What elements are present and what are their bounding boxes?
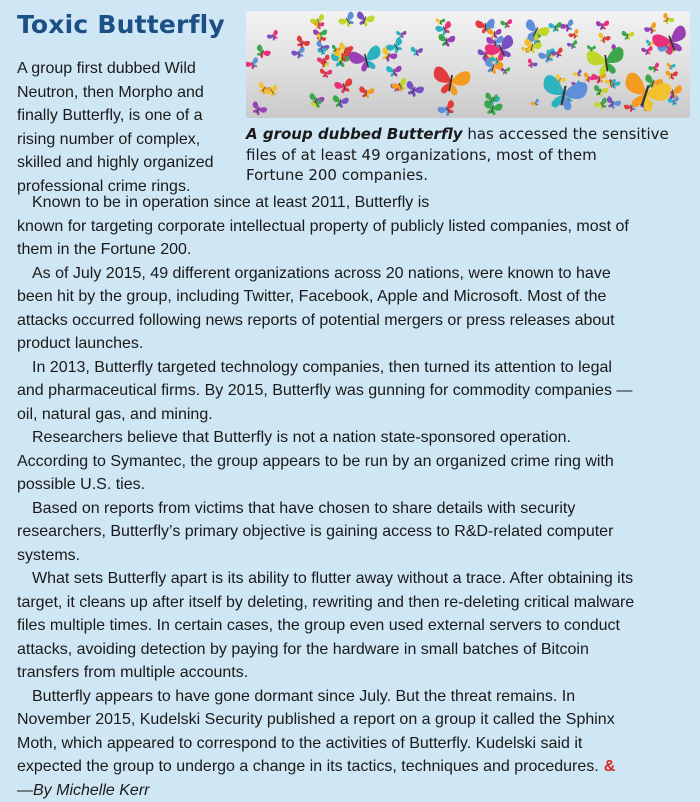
article-title: Toxic Butterfly — [17, 10, 225, 39]
body-line: them in the Fortune 200. — [17, 238, 689, 262]
body-line: expected the group to undergo a change in its tactics, techniques and procedures. & — [17, 755, 689, 779]
caption-line — [246, 124, 690, 145]
butterfly-icon — [592, 85, 608, 98]
butterfly-icon — [430, 66, 471, 98]
intro-line: finally Butterfly, is one of a — [17, 104, 247, 128]
body-line: attacks, avoiding detection by paying for the hardware in small batches of Bitcoin — [17, 638, 689, 662]
body-line: Butterfly appears to have gone dormant since July. But the threat remains. In — [17, 685, 689, 709]
butterfly-icon — [665, 70, 678, 80]
body-line: systems. — [17, 544, 689, 568]
butterfly-icon — [643, 21, 659, 36]
body-line: As of July 2015, 49 different organizations across 20 nations, were known to have — [17, 262, 689, 286]
intro-line: professional crime rings. — [17, 175, 247, 199]
butterfly-icon — [264, 84, 280, 99]
butterfly-icon — [648, 62, 662, 74]
butterfly-icon — [568, 29, 581, 41]
butterfly-icon — [435, 18, 445, 25]
body-line: November 2015, Kudelski Security published a report on a group it called the Sphinx — [17, 708, 689, 732]
butterfly-icon — [660, 12, 675, 26]
figure-caption — [246, 124, 690, 186]
butterfly-icon — [348, 45, 385, 75]
butterfly-icon — [596, 20, 610, 30]
body-paragraph — [17, 567, 689, 685]
body-line: files multiple times. In certain cases, the group even used external servers to conduct — [17, 614, 689, 638]
butterfly-icon — [548, 22, 562, 32]
body-line: product launches. — [17, 332, 689, 356]
intro-text — [17, 57, 247, 198]
byline: —By Michelle Kerr — [17, 779, 689, 802]
body-line: transfers from multiple accounts. — [17, 661, 689, 685]
butterfly-icon — [666, 63, 676, 71]
butterfly-icon — [358, 86, 374, 99]
body-paragraph — [17, 356, 689, 427]
caption-text: has accessed the sensitive — [463, 125, 669, 143]
butterfly-icon — [559, 19, 576, 34]
butterfly-icon — [641, 46, 654, 56]
butterfly-icon — [572, 69, 583, 79]
body-line: been hit by the group, including Twitter, Facebook, Apple and Microsoft. Most of the — [17, 285, 689, 309]
body-paragraph — [17, 191, 689, 262]
butterfly-icon — [596, 32, 611, 45]
butterfly-icon — [437, 99, 458, 118]
caption-line: files of at least 49 organizations, most of them — [246, 145, 690, 166]
butterfly-icon — [586, 46, 626, 77]
butterfly-icon — [410, 47, 423, 57]
intro-line: A group first dubbed Wild — [17, 57, 247, 81]
body-line: target, it cleans up after itself by deleting, rewriting and then re-deleting critical malware — [17, 591, 689, 615]
butterfly-icon — [256, 81, 273, 96]
butterfly-icon — [621, 31, 634, 41]
body-line: What sets Butterfly apart is its ability to flutter away without a trace. After obtaining its — [17, 567, 689, 591]
butterfly-icon — [651, 24, 690, 58]
butterfly-icon — [530, 98, 541, 108]
body-line: In 2013, Butterfly targeted technology companies, then turned its attention to legal — [17, 356, 689, 380]
intro-line: rising number of complex, — [17, 128, 247, 152]
body-line: and pharmaceutical firms. By 2015, Butterfly was gunning for commodity companies — — [17, 379, 689, 403]
butterfly-icon — [291, 46, 308, 60]
body-line: researchers, Butterfly’s primary objective is gaining access to R&D-related computer — [17, 520, 689, 544]
butterfly-icon — [525, 58, 538, 70]
butterfly-icon — [354, 11, 375, 28]
body-line: Based on reports from victims that have chosen to share details with security — [17, 497, 689, 521]
butterfly-icon — [396, 31, 406, 38]
butterfly-icon — [249, 101, 268, 118]
body-paragraph — [17, 685, 689, 779]
article-body — [17, 191, 689, 802]
caption-line: Fortune 200 companies. — [246, 165, 690, 186]
body-paragraph — [17, 262, 689, 356]
butterflies-svg — [246, 11, 690, 118]
butterfly-icon — [386, 66, 402, 77]
butterfly-icon — [307, 93, 325, 108]
body-line: oil, natural gas, and mining. — [17, 403, 689, 427]
butterfly-icon — [566, 40, 578, 50]
body-paragraph — [17, 426, 689, 497]
butterfly-icon — [246, 57, 261, 72]
body-line: Researchers believe that Butterfly is not a nation state-sponsored operation. — [17, 426, 689, 450]
body-line: Moth, which appeared to correspond to the activities of Butterfly. Kudelski said it — [17, 732, 689, 756]
body-line: According to Symantec, the group appears to be run by an organized crime ring with — [17, 450, 689, 474]
caption-bold: A group dubbed Butterfly — [246, 125, 463, 143]
butterfly-icon — [266, 29, 280, 42]
body-line: known for targeting corporate intellectual property of publicly listed companies, most of — [17, 215, 689, 239]
body-paragraph — [17, 497, 689, 568]
body-line: attacks occurred following news reports of potential mergers or press releases about — [17, 309, 689, 333]
butterfly-icon — [331, 95, 349, 109]
butterfly-icon — [435, 20, 454, 37]
body-line: Known to be in operation since at least 2011, Butterfly is — [17, 191, 689, 215]
intro-line: Neutron, then Morpho and — [17, 81, 247, 105]
intro-line: skilled and highly organized — [17, 151, 247, 175]
butterfly-icon — [319, 68, 332, 78]
butterfly-icon — [604, 96, 621, 111]
butterfly-icon — [334, 78, 355, 95]
body-line: possible U.S. ties. — [17, 473, 689, 497]
butterfly-icon — [314, 40, 330, 54]
butterfly-icon — [437, 34, 455, 48]
butterflies-illustration-icon — [246, 11, 690, 118]
end-mark: & — [604, 758, 616, 775]
butterfly-icon — [500, 19, 513, 29]
butterfly-icon — [337, 11, 358, 30]
butterfly-icon — [403, 80, 425, 99]
